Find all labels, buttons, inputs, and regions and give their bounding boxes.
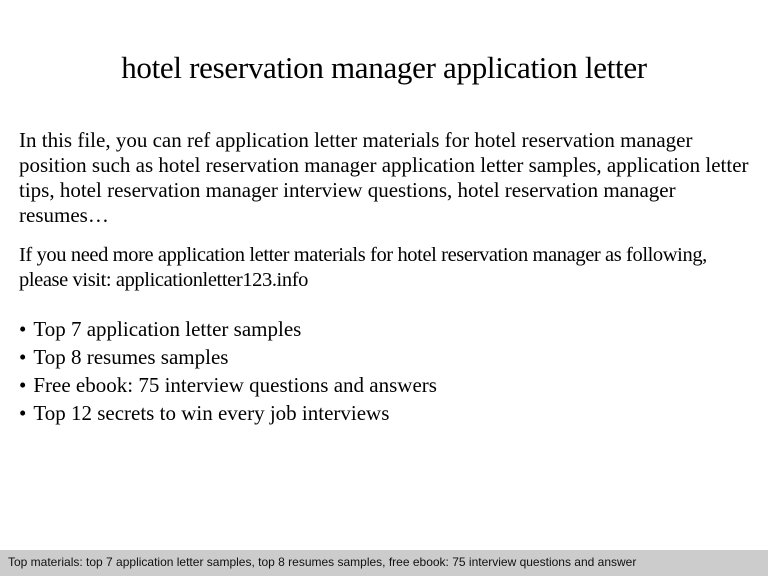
list-item: • Top 8 resumes samples	[19, 343, 437, 371]
list-item: • Free ebook: 75 interview questions and answers	[19, 371, 437, 399]
visit-paragraph: If you need more application letter materials for hotel reservation manager as following, please visit: applicationletter123.info	[19, 244, 707, 291]
resource-list	[19, 315, 437, 427]
list-item: • Top 12 secrets to win every job interviews	[19, 399, 437, 427]
list-item: • Top 7 application letter samples	[19, 315, 437, 343]
footer-bar: Top materials: top 7 application letter samples, top 8 resumes samples, free ebook: 75 interview questions and answer	[0, 550, 768, 576]
page-title: hotel reservation manager application letter	[121, 50, 647, 85]
intro-paragraph: In this file, you can ref application letter materials for hotel reservation manager position such as hotel reservation manager application letter samples, application letter tips, hotel reservation manager interview questions, hotel reservation manager resumes…	[19, 128, 749, 227]
